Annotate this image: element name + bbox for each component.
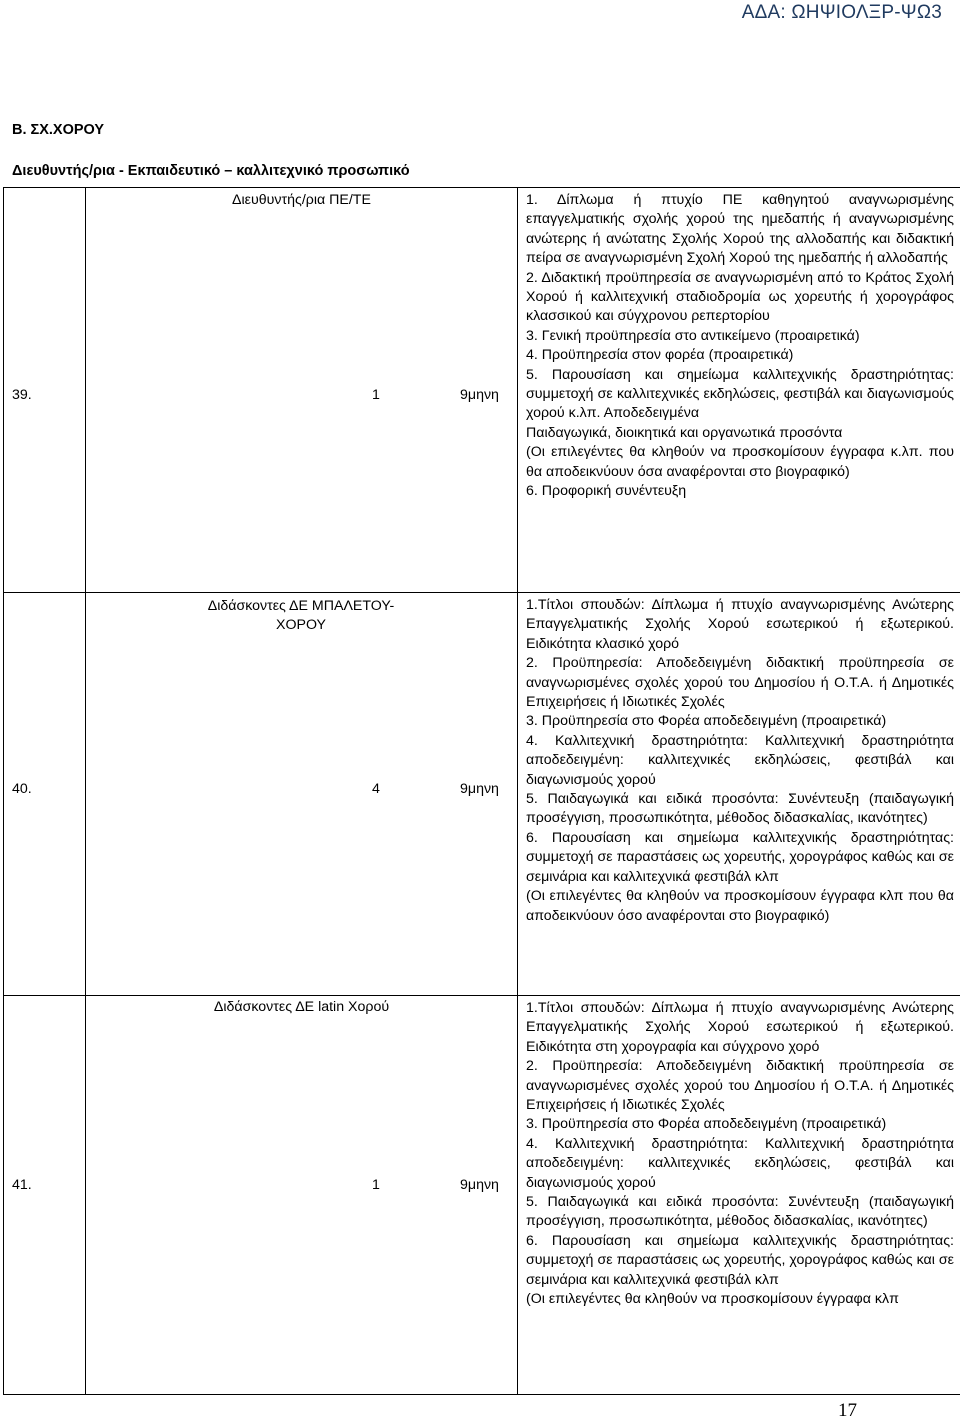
contract-duration: 9μηνη — [460, 781, 499, 797]
requirement-item: 1.Τίτλοι σπουδών: Δίπλωμα ή πτυχίο αναγνωρισμένης Ανώτερης Επαγγελματικής Σχολής Χορού εσωτερικού ή εξωτερικού. Ειδικότητα κλασικό χορό — [526, 597, 954, 652]
table-row — [4, 593, 960, 996]
requirements-cell — [518, 593, 960, 996]
position-cell — [86, 188, 518, 593]
contract-duration: 9μηνη — [460, 1177, 499, 1193]
table-row — [4, 188, 960, 593]
position-count: 1 — [372, 1177, 380, 1193]
row-number-cell — [4, 188, 86, 593]
position-cell — [86, 593, 518, 996]
requirement-item: 5. Παρουσίαση και σημείωμα καλλιτεχνικής δραστηριότητας: συμμετοχή σε καλλιτεχνικές εκδηλώσεις, φεστιβάλ και διαγωνισμούς χορού κ.λπ. Αποδεδειγμένα — [526, 366, 954, 422]
requirement-item: 4. Καλλιτεχνική δραστηριότητα: Καλλιτεχνική δραστηριότητα αποδεδειγμένη: καλλιτεχνικές εκδηλώσεις, φεστιβάλ και διαγωνισμούς χορού — [526, 1135, 954, 1191]
requirement-item: 2. Προϋπηρεσία: Αποδεδειγμένη διδακτική προϋπηρεσία σε αναγνωρισμένες σχολές χορού του Δημοσίου ή Ο.Τ.Α. ή Δημοτικές Επιχειρήσεις ή Ιδιωτικές Σχολές — [526, 1058, 954, 1114]
position-title: Διευθυντής/ρια ΠΕ/ΤΕ — [232, 192, 371, 208]
requirements-cell — [518, 188, 960, 593]
contract-duration: 9μηνη — [460, 387, 499, 403]
requirement-item: (Οι επιλεγέντες θα κληθούν να προσκομίσουν έγγραφα κλπ που θα αποδεικνύουν όσο αναφέρονται στο βιογραφικό) — [526, 888, 954, 924]
requirement-item: Παιδαγωγικά, διοικητικά και οργανωτικά προσόντα — [526, 424, 843, 441]
requirement-item: (Οι επιλεγέντες θα κληθούν να προσκομίσουν έγγραφα κλπ — [526, 1291, 899, 1308]
row-number-cell — [4, 593, 86, 996]
position-title: Διδάσκοντες ΔΕ ΜΠΑΛΕΤΟΥ-ΧΟΡΟΥ — [207, 598, 395, 633]
requirement-item: 5. Παιδαγωγικά και ειδικά προσόντα: Συνέντευξη (παιδαγωγική προσέγγιση, προσωπικότητα, μέθοδος διδασκαλίας, ικανότητες) — [526, 791, 954, 827]
requirements-list — [518, 593, 960, 927]
position-cell — [86, 996, 518, 1395]
position-title: Διδάσκοντες ΔΕ latin Χορού — [213, 999, 390, 1015]
section-subtitle: Διευθυντής/ρια - Εκπαιδευτικό – καλλιτεχνικό προσωπικό — [12, 163, 410, 179]
requirement-item: 5. Παιδαγωγικά και ειδικά προσόντα: Συνέντευξη (παιδαγωγική προσέγγιση, προσωπικότητα, μέθοδος διδασκαλίας, ικανότητες) — [526, 1194, 954, 1230]
table-row — [4, 996, 960, 1395]
requirement-item: 6. Παρουσίαση και σημείωμα καλλιτεχνικής δραστηριότητας: συμμετοχή σε παραστάσεις ως χορευτής, χορογράφος καθώς και σε σεμινάρια και καλλιτεχνικά φεστιβάλ κλπ — [526, 829, 954, 885]
requirements-list — [518, 188, 960, 503]
requirement-item: 4. Καλλιτεχνική δραστηριότητα: Καλλιτεχνική δραστηριότητα αποδεδειγμένη: καλλιτεχνικές εκδηλώσεις, φεστιβάλ και διαγωνισμούς χορού — [526, 732, 954, 788]
row-number: 41. — [12, 1177, 32, 1193]
requirement-item: (Οι επιλεγέντες θα κληθούν να προσκομίσουν έγγραφα κ.λπ. που θα αποδεικνύουν όσα αναφέρονται στο βιογραφικό) — [526, 444, 954, 480]
requirement-item: 4. Προϋπηρεσία στον φορέα (προαιρετικά) — [526, 347, 794, 364]
section-title: Β. ΣΧ.ΧΟΡΟΥ — [12, 122, 105, 138]
requirement-item: 6. Προφορική συνέντευξη — [526, 483, 687, 500]
row-number: 40. — [12, 781, 32, 797]
position-count: 1 — [372, 387, 380, 403]
positions-table — [3, 187, 960, 1395]
requirement-item: 1.Τίτλοι σπουδών: Δίπλωμα ή πτυχίο αναγνωρισμένης Ανώτερης Επαγγελματικής Σχολής Χορού εσωτερικού ή εξωτερικού. Ειδικότητα στη χορογραφία και σύγχρονο χορό — [526, 1000, 954, 1055]
requirements-list — [518, 996, 960, 1311]
position-count: 4 — [372, 781, 380, 797]
requirement-item: 3. Προϋπηρεσία στο Φορέα αποδεδειγμένη (προαιρετικά) — [526, 713, 887, 730]
requirement-item: 2. Διδακτική προϋπηρεσία σε αναγνωρισμένη από το Κράτος Σχολή Χορού ή καλλιτεχνική σταδιοδρομία ως χορευτής ή χορογράφος κλασσικού και σύγχρονου ρεπερτορίου — [526, 269, 954, 325]
requirement-item: 3. Γενική προϋπηρεσία στο αντικείμενο (προαιρετικά) — [526, 327, 860, 344]
row-number: 39. — [12, 387, 32, 403]
ada-code: ΑΔΑ: ΩΗΨΙΟΛΞΡ-ΨΩ3 — [741, 2, 942, 23]
requirement-item: 2. Προϋπηρεσία: Αποδεδειγμένη διδακτική προϋπηρεσία σε αναγνωρισμένες σχολές χορού του Δημοσίου ή Ο.Τ.Α. ή Δημοτικές Επιχειρήσεις ή Ιδιωτικές Σχολές — [526, 655, 954, 711]
row-number-cell — [4, 996, 86, 1395]
requirement-item: 3. Προϋπηρεσία στο Φορέα αποδεδειγμένη (προαιρετικά) — [526, 1116, 887, 1133]
requirements-cell — [518, 996, 960, 1395]
page-number: 17 — [838, 1400, 857, 1421]
requirement-item: 1. Δίπλωμα ή πτυχίο ΠΕ καθηγητού αναγνωρισμένης επαγγελματικής σχολής χορού της ημεδαπής ή αναγνωρισμένης ανώτερης ή ανώτατης Σχολής Χορού της αλλοδαπής και διδακτική πείρα σε αναγνωρισμένη Σχολή Χορού της ημεδαπής ή αλλοδαπής — [526, 192, 954, 267]
requirement-item: 6. Παρουσίαση και σημείωμα καλλιτεχνικής δραστηριότητας: συμμετοχή σε παραστάσεις ως χορευτής, χορογράφος καθώς και σε σεμινάρια και καλλιτεχνικά φεστιβάλ κλπ — [526, 1232, 954, 1288]
